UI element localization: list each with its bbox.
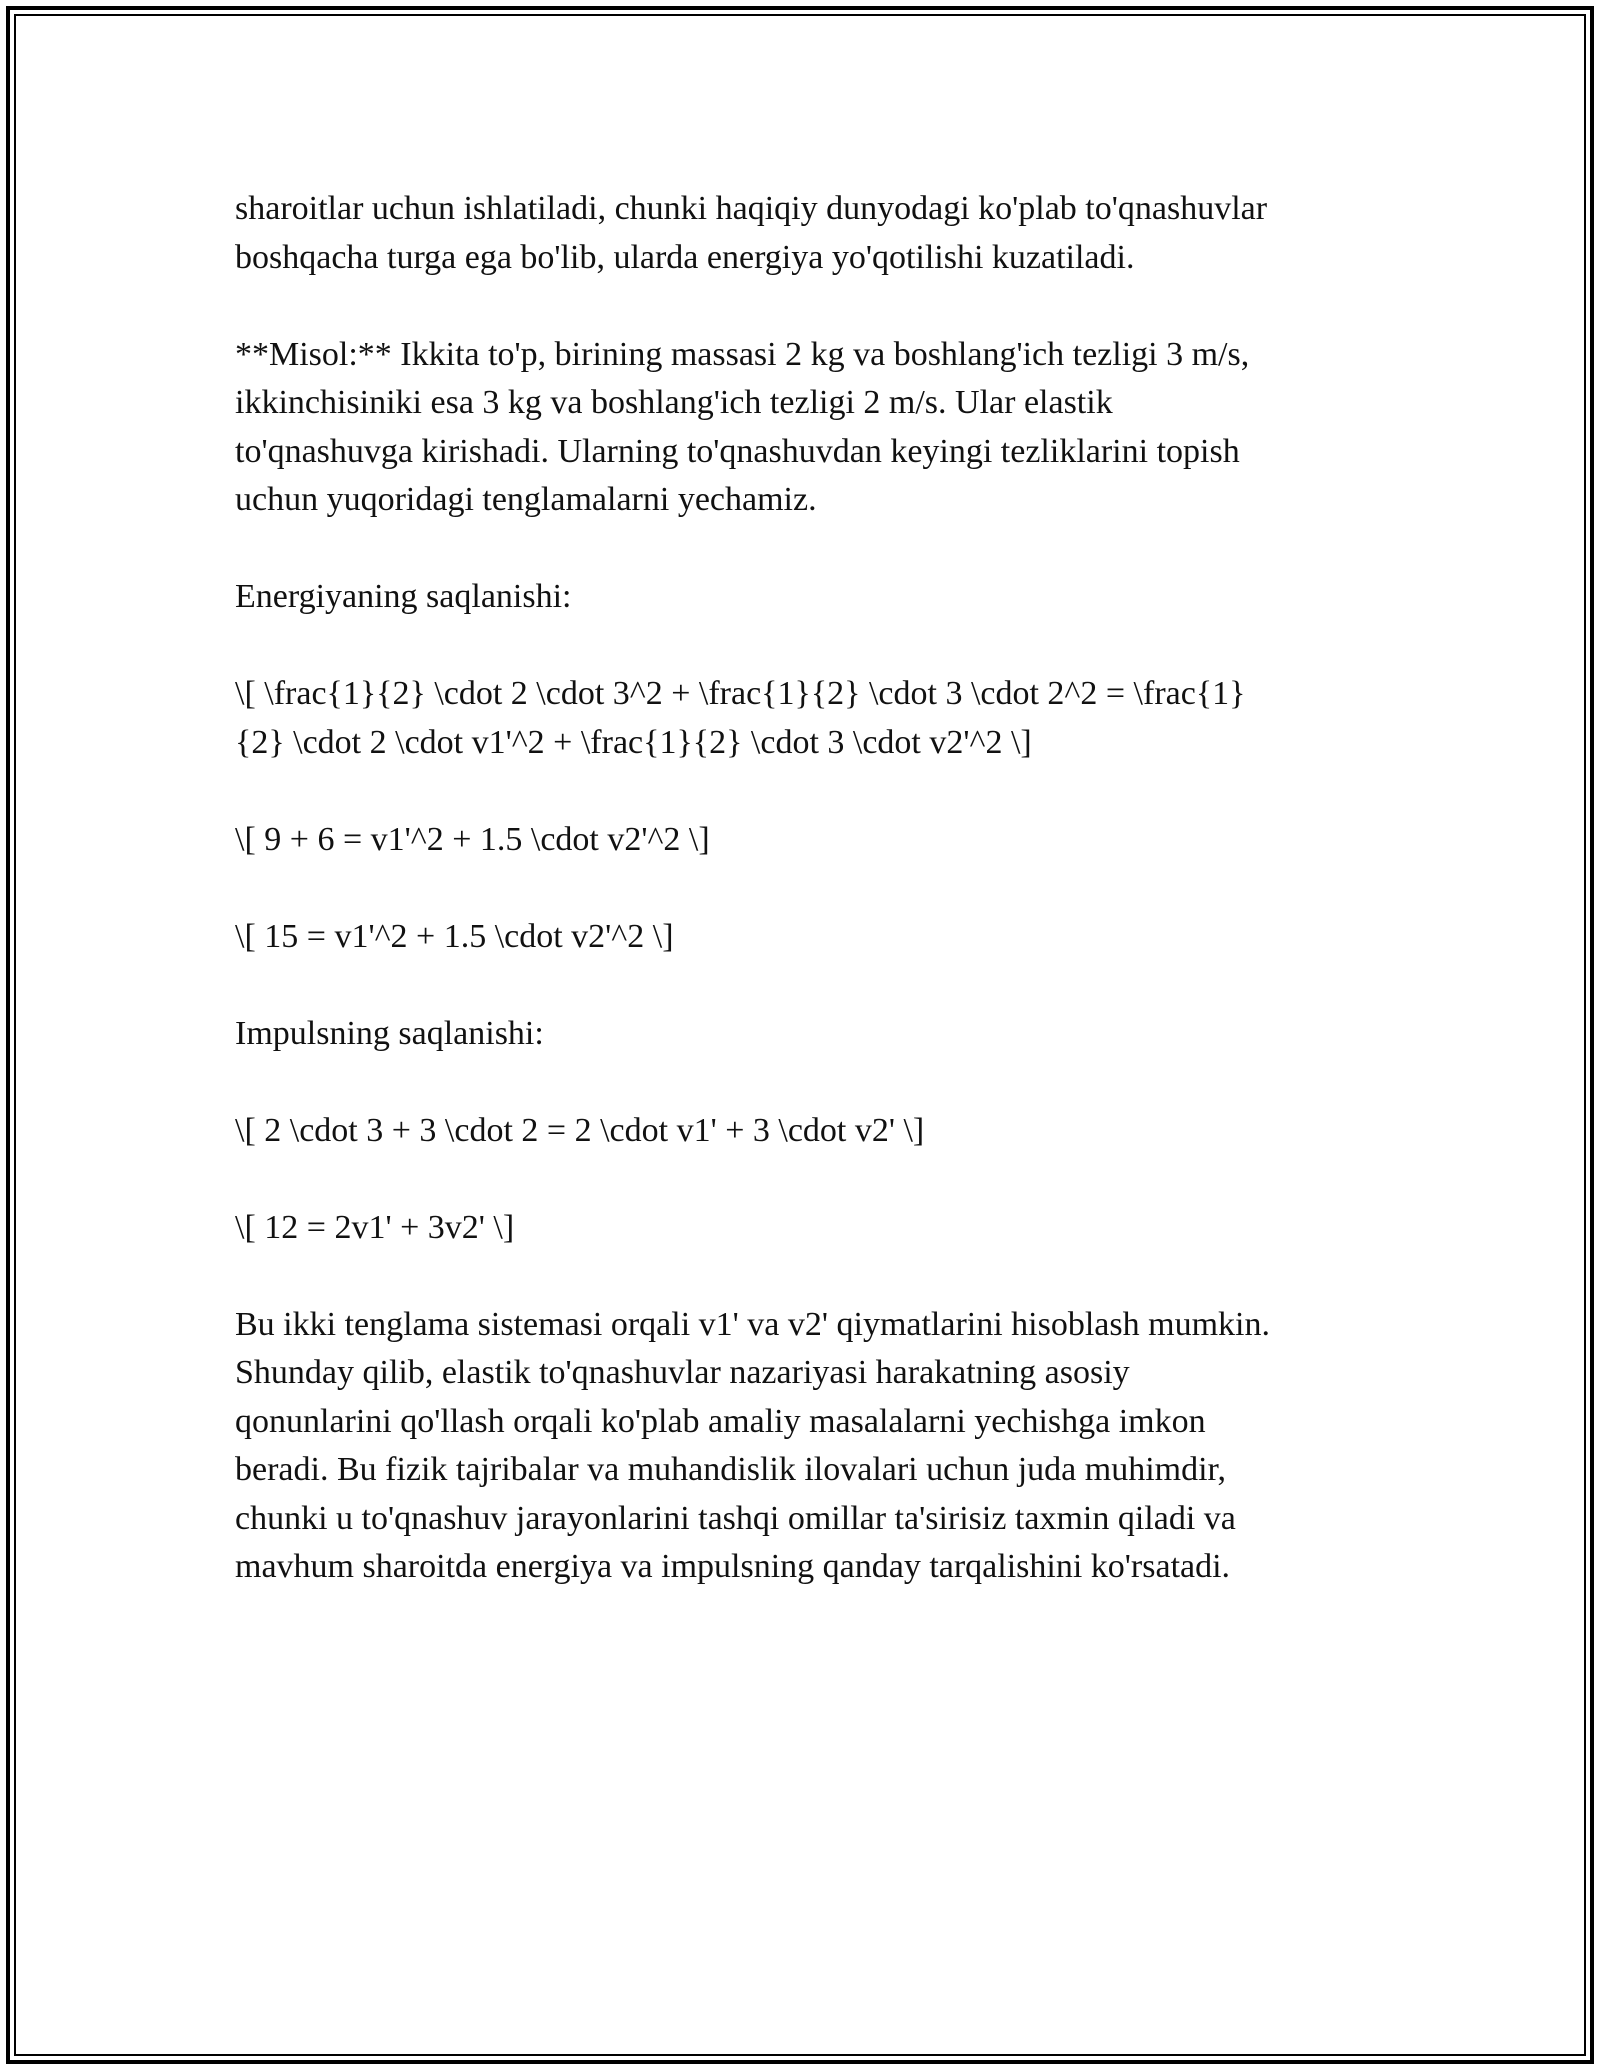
equation-line: {2} \cdot 2 \cdot v1'^2 + \frac{1}{2} \cdot 3 \cdot v2'^2 \] (235, 723, 1032, 761)
paragraph-conclusion (235, 1301, 1365, 1592)
equation-line: \[ 15 = v1'^2 + 1.5 \cdot v2'^2 \] (235, 917, 674, 955)
text-line: uchun yuqoridagi tenglamalarni yechamiz. (235, 481, 817, 518)
heading-energy-conservation (235, 573, 1365, 622)
text-line: boshqacha turga ega bo'lib, ularda energiya yo'qotilishi kuzatiladi. (235, 238, 1135, 276)
text-line: qonunlarini qo'llash orqali ko'plab amaliy masalalarni yechishga imkon (235, 1402, 1206, 1440)
document-body (235, 185, 1365, 1640)
equation-line: \[ \frac{1}{2} \cdot 2 \cdot 3^2 + \frac{1}{2} \cdot 3 \cdot 2^2 = \frac{1} (235, 675, 1246, 712)
equation-energy-result (235, 913, 1365, 962)
heading-momentum-conservation (235, 1010, 1365, 1059)
text-line: sharoitlar uchun ishlatiladi, chunki haqiqiy dunyodagi ko'plab to'qnashuvlar (235, 190, 1268, 227)
text-line: chunki u to'qnashuv jarayonlarini tashqi omillar ta'sirisiz taxmin qiladi va (235, 1499, 1236, 1537)
paragraph-example (235, 331, 1365, 525)
text-line: Impulsning saqlanishi: (235, 1014, 544, 1052)
equation-momentum-full (235, 1107, 1365, 1156)
equation-energy-full (235, 670, 1365, 767)
equation-line: \[ 12 = 2v1' + 3v2' \] (235, 1208, 515, 1246)
equation-line: \[ 2 \cdot 3 + 3 \cdot 2 = 2 \cdot v1' + 3 \cdot v2' \] (235, 1111, 925, 1149)
text-line: **Misol:** Ikkita to'p, birining massasi 2 kg va boshlang'ich tezligi 3 m/s, (235, 335, 1250, 373)
text-line: beradi. Bu fizik tajribalar va muhandislik ilovalari uchun juda muhimdir, (235, 1451, 1226, 1488)
text-line: ikkinchisiniki esa 3 kg va boshlang'ich tezligi 2 m/s. Ular elastik (235, 384, 1113, 421)
text-line: to'qnashuvga kirishadi. Ularning to'qnashuvdan keyingi tezliklarini topish (235, 432, 1240, 470)
text-line: Shunday qilib, elastik to'qnashuvlar nazariyasi harakatning asosiy (235, 1354, 1130, 1391)
text-line: Bu ikki tenglama sistemasi orqali v1' va v2' qiymatlarini hisoblash mumkin. (235, 1305, 1270, 1343)
paragraph-intro (235, 185, 1365, 282)
equation-energy-simplified (235, 816, 1365, 865)
text-line: mavhum sharoitda energiya va impulsning qanday tarqalishini ko'rsatadi. (235, 1548, 1231, 1585)
equation-momentum-result (235, 1204, 1365, 1253)
text-line: Energiyaning saqlanishi: (235, 578, 572, 615)
equation-line: \[ 9 + 6 = v1'^2 + 1.5 \cdot v2'^2 \] (235, 820, 710, 858)
